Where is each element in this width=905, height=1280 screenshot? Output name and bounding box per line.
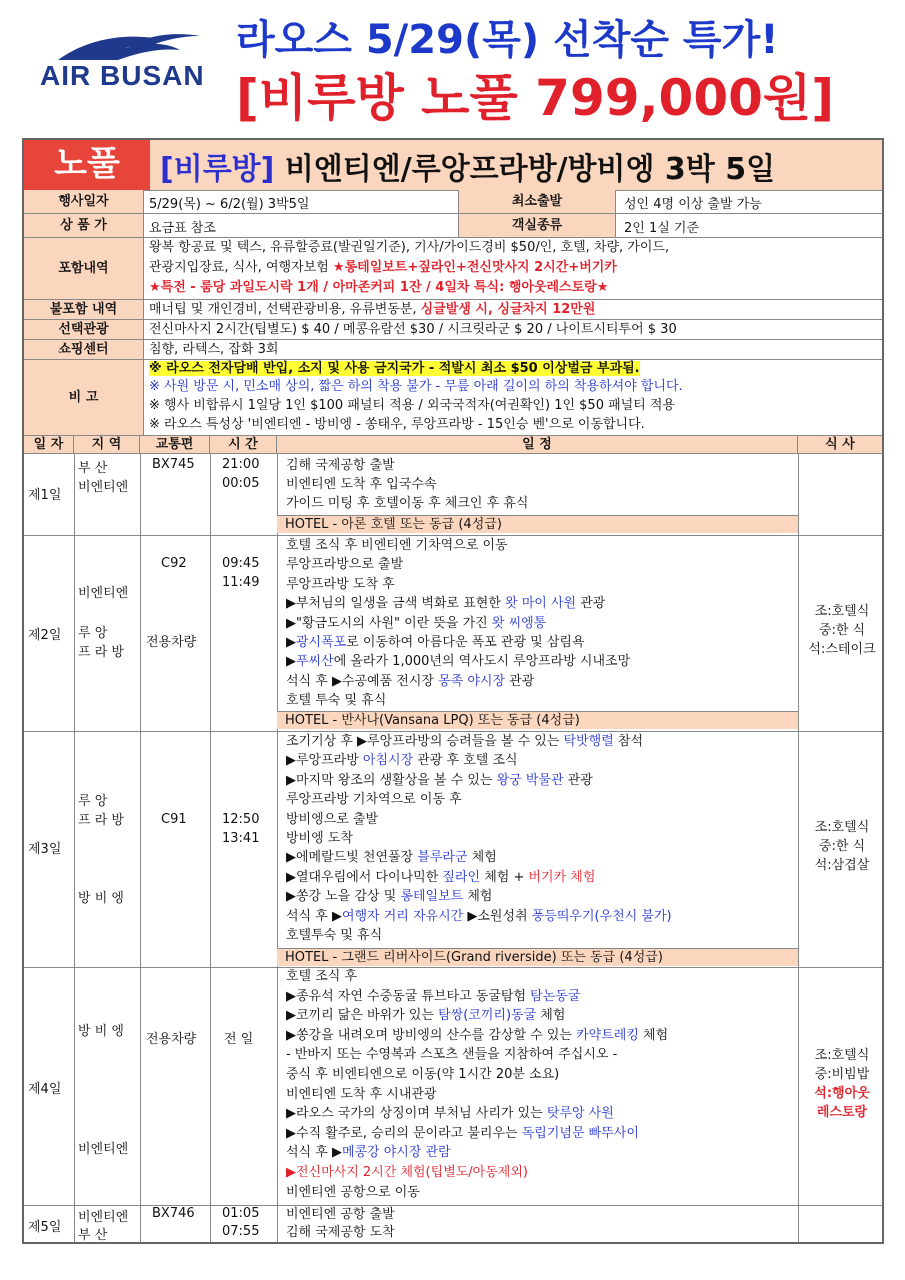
shopping-label: 쇼핑센터 <box>24 340 144 359</box>
schedule-text: 아침시장 <box>362 753 414 769</box>
row-include <box>24 238 882 300</box>
schedule-line <box>286 1124 639 1143</box>
exclude-value <box>149 300 595 320</box>
schedule-line <box>286 555 403 574</box>
transport: C92 <box>161 556 187 571</box>
notes-label: 비 고 <box>24 360 144 435</box>
schedule-text: 롱테일보트 <box>400 889 464 905</box>
schedule-text: ▶마지막 왕조의 생활상을 볼 수 있는 <box>286 772 497 788</box>
transport: BX745 <box>152 457 195 472</box>
schedule-text: ▶라오스 국가의 상징이며 부처님 사리가 있는 <box>286 1106 547 1122</box>
time: 00:05 <box>222 476 260 491</box>
schedule-line <box>286 868 595 887</box>
schedule-header <box>24 436 882 454</box>
hotel-bar: HOTEL - 아론 호텔 또는 동급 (4성급) <box>277 515 798 533</box>
optional-label: 선택관광 <box>24 320 144 339</box>
schedule-line <box>286 691 386 710</box>
note-2: ※ 사원 방문 시, 민소매 상의, 짧은 하의 착용 불가 - 무릎 아래 길이의 하의 착용하셔야 합니다. <box>149 379 683 394</box>
headline-2: [비루방 노풀 799,000원] <box>236 69 835 127</box>
schedule-text: ▶에메랄드빛 천연풀장 <box>286 850 418 866</box>
schedule-text: 비엔티엔 공항으로 이동 <box>286 1184 420 1200</box>
schedule-text: 관광 <box>563 772 593 788</box>
schedule-text: 풍등띄우기(우천시 불가) <box>531 908 672 924</box>
schedule-text: 체험 + <box>480 869 529 885</box>
region: 비엔티엔 <box>78 1210 129 1225</box>
row-exclude <box>24 300 882 320</box>
transport: BX746 <box>152 1206 195 1221</box>
header <box>0 0 905 130</box>
schedule-text: ▶쏭강을 내려오며 방비엥의 산수를 감상할 수 있는 <box>286 1027 577 1043</box>
schedule-text: ▶루앙프라방 <box>286 753 363 769</box>
title-row <box>24 140 882 191</box>
schedule-line <box>286 732 643 751</box>
schedule-line <box>286 771 593 790</box>
schedule-text: ▶코끼리 닮은 바위가 있는 <box>286 1008 439 1024</box>
schedule-text: 탐쌍(코끼리)동굴 <box>438 1008 537 1024</box>
schedule-line <box>286 614 546 633</box>
col-itinerary: 일 정 <box>277 436 798 453</box>
meal: 석:행아웃 <box>814 1086 870 1101</box>
room-label: 객실종류 <box>458 214 616 237</box>
schedule-text: 비엔티엔 도착 후 시내관광 <box>286 1086 437 1102</box>
region: 부 산 <box>78 1228 108 1243</box>
schedule-text: 방비엥 도착 <box>286 831 353 846</box>
row-date <box>24 190 882 214</box>
schedule-line <box>286 810 378 829</box>
schedule-line <box>286 751 518 770</box>
meal: 석:스테이크 <box>808 642 876 657</box>
schedule-line <box>286 1045 617 1064</box>
day-1 <box>24 454 882 536</box>
schedule-text: 루앙프라방으로 출발 <box>286 557 404 573</box>
tour-code: [비루방] <box>160 152 275 187</box>
air-busan-logo <box>40 30 210 90</box>
row-shopping <box>24 340 882 360</box>
col-meal: 식 사 <box>825 437 855 452</box>
schedule-text: 짚라인 <box>442 869 481 885</box>
schedule-line: 비엔티엔 도착 후 입국수속 <box>286 477 437 492</box>
schedule-line <box>286 1085 437 1104</box>
schedule-text: 체험 <box>463 889 493 905</box>
date-value: 5/29(목) ~ 6/2(월) 3박5일 <box>149 197 310 212</box>
schedule-line <box>286 1006 565 1025</box>
region: 프 라 방 <box>78 645 124 660</box>
col-region: 지 역 <box>74 436 140 453</box>
row-notes <box>24 360 882 436</box>
logo-text: AIR BUSAN <box>40 60 205 91</box>
headline-1: 라오스 5/29(목) 선착순 특가! <box>236 17 779 63</box>
region: 비엔티엔 <box>78 480 129 495</box>
note-3: ※ 행사 비합류시 1일당 1인 $100 패널티 적용 / 외국국적자(여권확인) 1인 $50 패널티 적용 <box>149 398 676 413</box>
schedule-text: 호텔 조식 후 <box>286 969 358 984</box>
schedule-line <box>286 987 580 1006</box>
day-5 <box>24 1206 882 1242</box>
region: 방 비 엥 <box>78 891 124 906</box>
meal: 중:한 식 <box>818 623 866 638</box>
meal: 중:비빔밥 <box>814 1067 870 1082</box>
region: 루 앙 <box>78 794 108 809</box>
schedule-text: 체험 <box>467 850 497 866</box>
note-1 <box>149 360 640 378</box>
day-4 <box>24 968 882 1206</box>
schedule-text: ▶소원성취 <box>463 908 532 924</box>
note-1-text: ※ 라오스 전자담배 반입, 소지 및 사용 금지국가 - 적발시 최소 $50 이상벌금 부과됨. <box>149 361 640 376</box>
schedule-text: 루앙프라방 도착 후 <box>286 576 395 592</box>
note-4: ※ 라오스 특성상 '비엔티엔 - 방비엥 - 쏭태우, 루앙프라방 - 15인승 벤'으로 이동합니다. <box>149 417 645 432</box>
include-line-1: 왕복 항공료 및 텍스, 유류할증료(발권일기준), 기사/가이드경비 $50/인, 호텔, 차량, 가이드, <box>149 240 670 255</box>
col-transport: 교통편 <box>140 436 210 453</box>
time: 12:50 <box>222 812 260 827</box>
schedule-line <box>286 926 382 945</box>
schedule-line <box>286 1065 559 1084</box>
schedule-text: 호텔 조식 후 비엔티엔 기차역으로 이동 <box>286 538 508 553</box>
col-day: 일 자 <box>24 436 74 453</box>
schedule-text: 탐논동굴 <box>530 988 581 1004</box>
transport: 전용차량 <box>146 635 197 650</box>
transport: 전용차량 <box>146 1032 197 1047</box>
price-value: 요금표 참조 <box>149 221 216 236</box>
schedule-text: 버기카 체험 <box>528 869 596 885</box>
schedule-text: 왓 씨엥통 <box>491 615 547 631</box>
include-line-2 <box>149 258 617 278</box>
optional-value: 전신마사지 2시간(팁별도) $ 40 / 메콩유람선 $30 / 시크릿라군 $ 20 / 나이트시티투어 $ 30 <box>149 322 677 337</box>
schedule-text: ▶ <box>286 1165 296 1180</box>
schedule-text: 호텔투숙 및 휴식 <box>286 928 383 943</box>
date-label: 행사일자 <box>24 190 144 213</box>
min-value: 성인 4명 이상 출발 가능 <box>624 197 762 212</box>
hotel-bar: HOTEL - 반사나(Vansana LPQ) 또는 동급 (4성급) <box>277 711 798 729</box>
schedule-line <box>286 594 605 613</box>
schedule-text: 에 올라가 1,000년의 역사도시 루앙프라방 시내조망 <box>333 654 631 670</box>
transport: C91 <box>161 812 187 827</box>
day-label: 제3일 <box>28 842 62 857</box>
row-price <box>24 214 882 238</box>
schedule-text: - 반바지 또는 수영복과 스포츠 샌들을 지참하여 주십시오 - <box>286 1047 618 1063</box>
time: 07:55 <box>222 1224 260 1239</box>
schedule-text: ▶수직 활주로, 승리의 문이라고 불리우는 <box>286 1125 522 1141</box>
schedule-text: ▶열대우림에서 다이나믹한 <box>286 869 443 885</box>
schedule-text: 체험 <box>536 1008 566 1024</box>
meal: 조:호텔식 <box>814 820 870 835</box>
meal: 조:호텔식 <box>814 604 870 619</box>
schedule-line <box>286 672 534 691</box>
wing-icon <box>48 30 208 64</box>
schedule-text: ▶종유석 자연 수중동굴 튜브타고 동굴탐험 <box>286 988 531 1004</box>
price-label: 상 품 가 <box>24 214 144 237</box>
time: 13:41 <box>222 831 260 846</box>
schedule-line: 김해 국제공항 출발 <box>286 458 395 473</box>
region: 비엔티엔 <box>78 1142 129 1157</box>
schedule-text: 독립기념문 빠뚜사이 <box>521 1125 639 1141</box>
schedule-text: 조기기상 후 ▶루앙프라방의 승려들을 볼 수 있는 <box>286 734 564 749</box>
schedule-text: 탁밧행렬 <box>563 734 614 749</box>
col-time: 시 간 <box>210 436 277 453</box>
schedule-line <box>286 1183 420 1202</box>
schedule-text: 광시폭포 <box>296 635 347 650</box>
schedule-text: 루앙프라방 기차역으로 이동 후 <box>286 792 462 808</box>
region: 방 비 엥 <box>78 1024 124 1039</box>
meal: 중:한 식 <box>818 839 866 854</box>
schedule-line <box>286 1026 668 1045</box>
meal: 조:호텔식 <box>814 1048 870 1063</box>
schedule-text: 여행자 거리 자유시간 <box>341 908 464 924</box>
schedule-text: 카약트레킹 <box>576 1027 639 1043</box>
day-label: 제2일 <box>28 628 62 643</box>
min-label: 최소출발 <box>458 190 616 213</box>
schedule-text: 방비엥으로 출발 <box>286 811 379 827</box>
schedule-text: 로 이동하여 아름다운 폭포 관광 및 삼림욕 <box>346 635 585 650</box>
schedule-text: ▶"황금도시의 사원" 이란 뜻을 가진 <box>286 615 492 631</box>
schedule-text: 메콩강 야시장 관람 <box>341 1145 451 1161</box>
time: 01:05 <box>222 1206 260 1221</box>
schedule-text: 관광 후 호텔 조식 <box>413 753 518 769</box>
region: 프 라 방 <box>78 813 124 828</box>
schedule-line <box>286 1163 528 1182</box>
schedule-line <box>286 829 353 848</box>
region: 루 앙 <box>78 626 108 641</box>
day-3 <box>24 732 882 968</box>
time: 21:00 <box>222 457 260 472</box>
tour-title <box>160 144 775 188</box>
schedule-text: ▶ <box>286 635 296 650</box>
schedule-line <box>286 536 508 555</box>
schedule-text: 체험 <box>638 1027 669 1043</box>
region: 부 산 <box>78 461 108 476</box>
room-value: 2인 1실 기준 <box>624 221 700 236</box>
row-optional <box>24 320 882 340</box>
schedule-text: 중식 후 비엔티엔으로 이동(약 1시간 20분 소요) <box>286 1067 560 1082</box>
schedule-line <box>286 652 630 671</box>
schedule-text: 석식 후 ▶ <box>286 1145 342 1161</box>
schedule-text: 탓루앙 사원 <box>546 1106 614 1122</box>
schedule-line <box>286 907 672 926</box>
schedule-line <box>286 887 492 906</box>
exclude-a: 매너팁 및 개인경비, 선택관광비용, 유류변동분, <box>149 302 421 317</box>
schedule-text: 관광 <box>576 596 606 612</box>
schedule-text: ▶쏭강 노을 감상 및 <box>286 889 401 905</box>
schedule-text: 호텔 투숙 및 휴식 <box>286 693 387 709</box>
schedule-text: 블루라군 <box>417 850 468 866</box>
schedule-text: 석식 후 ▶수공예품 전시장 <box>286 673 439 689</box>
schedule-text: ▶ <box>286 654 296 670</box>
time: 11:49 <box>222 575 260 590</box>
day-2 <box>24 536 882 732</box>
day-label: 제4일 <box>28 1082 62 1097</box>
day-label: 제5일 <box>28 1220 62 1235</box>
region: 비엔티엔 <box>78 586 129 601</box>
schedule-line: 비엔티엔 공항 출발 <box>286 1207 395 1222</box>
schedule-text: 관광 <box>505 673 535 689</box>
meal: 석:삼겹살 <box>814 858 870 873</box>
hotel-bar: HOTEL - 그랜드 리버사이드(Grand riverside) 또는 동급 (4성급) <box>277 948 798 966</box>
itinerary-sheet <box>22 138 884 1244</box>
no-full-badge: 노풀 <box>24 140 150 190</box>
shopping-value: 침향, 라텍스, 잡화 3회 <box>149 342 279 357</box>
schedule-line: 가이드 미팅 후 호텔이동 후 체크인 후 휴식 <box>286 496 529 511</box>
time: 09:45 <box>222 556 260 571</box>
day-label: 제1일 <box>28 488 62 503</box>
schedule-text: 몽족 야시장 <box>438 673 506 689</box>
schedule-line <box>286 790 462 809</box>
exclude-label: 불포함 내역 <box>24 300 144 319</box>
schedule-line <box>286 967 357 986</box>
include-line-3: ★특전 - 룸당 과일도시락 1개 / 아마존커피 1잔 / 4일차 특식: 행아웃레스토랑★ <box>149 280 609 295</box>
include-label: 포함내역 <box>24 238 144 299</box>
tour-name: 비엔티엔/루앙프라방/방비엥 3박 5일 <box>274 152 776 187</box>
time: 전 일 <box>224 1032 254 1047</box>
include-line-2a: 관광지입장료, 식사, 여행자보험 <box>149 260 333 275</box>
schedule-text: ▶부처님의 일생을 금색 벽화로 표현한 <box>286 596 506 612</box>
schedule-line <box>286 1143 451 1162</box>
exclude-b: 싱글발생 시, 싱글차지 12만원 <box>420 302 596 317</box>
schedule-line <box>286 575 395 594</box>
schedule-text: 푸씨산 <box>296 654 334 670</box>
meal: 레스토랑 <box>816 1105 868 1120</box>
include-line-2b: ★롱테일보트+짚라인+전신맛사지 2시간+버기카 <box>332 260 617 275</box>
schedule-text: 석식 후 ▶ <box>286 908 342 924</box>
schedule-text: 전신마사지 2시간 체험(팁별도/아동제외) <box>296 1165 528 1180</box>
schedule-line <box>286 848 497 867</box>
schedule-line <box>286 633 585 652</box>
schedule-line <box>286 1104 614 1123</box>
schedule-text: 참석 <box>613 734 644 749</box>
schedule-line: 김해 국제공항 도착 <box>286 1225 395 1240</box>
schedule-text: 왓 마이 사원 <box>505 596 577 612</box>
schedule-text: 왕궁 박물관 <box>496 772 564 788</box>
